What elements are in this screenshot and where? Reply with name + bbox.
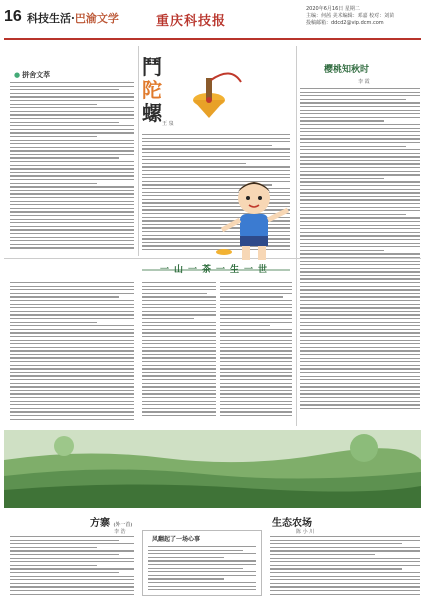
tea-article-col-3 bbox=[220, 282, 292, 424]
page-header bbox=[0, 0, 425, 40]
section-title: 科技生活·巴渝文学 bbox=[27, 12, 119, 25]
boy-illustration bbox=[206, 170, 302, 266]
article-head-right: 樱桃知秋时 bbox=[324, 65, 370, 75]
editor-line: 主编：何茜 美术编辑：邓嘉 校对：刘苗 bbox=[306, 13, 395, 19]
header-meta bbox=[306, 6, 422, 27]
feature-title: 鬥 陀 螺 bbox=[142, 55, 162, 125]
newspaper-name: 重庆科技报 bbox=[156, 14, 227, 29]
tea-article-col-2 bbox=[142, 282, 216, 424]
poem-box-body bbox=[148, 546, 256, 594]
section-name: 科技生活 bbox=[27, 12, 71, 25]
poem-title: 风翻起了一场心事 bbox=[152, 536, 201, 543]
page-number: 16 bbox=[4, 8, 22, 25]
bottom-article-head-right: 生态农场 bbox=[272, 518, 312, 529]
bottom-left-author: 李 浩 bbox=[114, 529, 126, 535]
bottom-poem-body bbox=[10, 536, 134, 596]
spinning-top-illustration bbox=[175, 56, 247, 120]
article-body-right bbox=[300, 88, 420, 424]
column-divider bbox=[138, 46, 139, 256]
date-line: 2020年6月16日 星期二 bbox=[306, 6, 360, 12]
article-body-left bbox=[10, 82, 134, 254]
section-banner: 一山一茶一生一世 bbox=[159, 265, 272, 275]
subsection-name: 巴渝文学 bbox=[74, 12, 119, 25]
bottom-poem-head: 方寨 (外一首) bbox=[90, 518, 133, 529]
bottom-author-right: 陈 小 川 bbox=[296, 529, 315, 535]
bottom-article-body-right bbox=[270, 536, 420, 596]
article-author-right: 李 霞 bbox=[358, 79, 370, 85]
header-rule bbox=[4, 38, 421, 40]
tea-plantation-photo bbox=[4, 430, 421, 508]
email-line: 投稿邮箱：ddcd2@vip.dcm.com bbox=[306, 20, 384, 26]
tea-article-col-1 bbox=[10, 282, 134, 424]
feature-author: 王 泉 bbox=[162, 121, 174, 127]
article-head-left: ● 拼舍文萃 bbox=[14, 70, 51, 79]
